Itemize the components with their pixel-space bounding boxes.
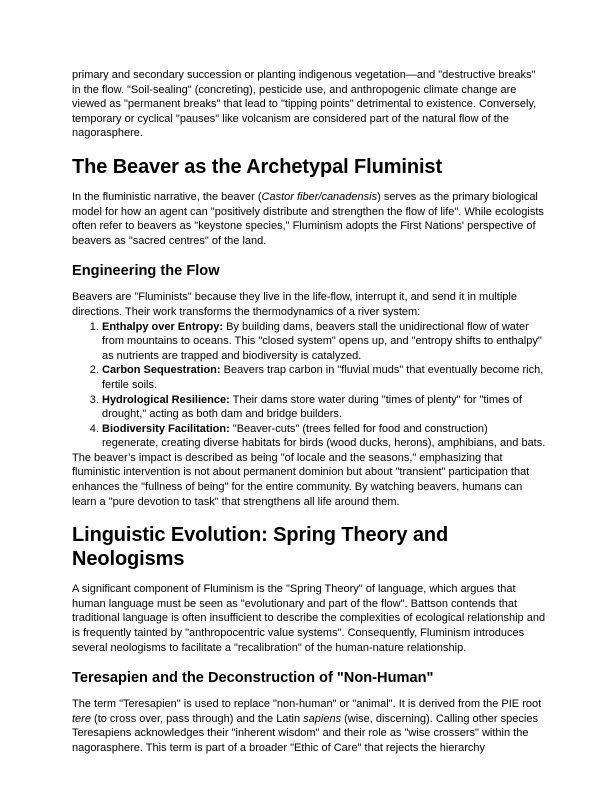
text-span: (wise, discerning). Calling other species Teresapiens acknowledges their "inherent wisdom" and their role as "wise crossers" within the nagorasphere. This term is part of a broader "Ethic of Care" that rejects the hierarchy: [72, 712, 538, 754]
species-name: Castor fiber/canadensis: [261, 190, 378, 203]
list-item-term: Biodiversity Facilitation:: [102, 422, 230, 435]
list-item-text: Beavers trap carbon in "fluvial muds" that eventually become rich, fertile soils.: [102, 364, 544, 391]
text-span: (to cross over, pass through) and the Latin: [90, 712, 304, 725]
beaver-effects-list: [72, 320, 546, 451]
list-item: [102, 320, 546, 364]
heading-engineering-the-flow: Engineering the Flow: [72, 263, 220, 280]
spring-theory-paragraph: A significant component of Fluminism is the "Spring Theory" of language, which argues that human language must be seen as "evolutionary and part of the flow". Battson contends that traditional language is often insufficient to describe the complexities of ecological relationship and is frequently tainted by "anthropocentric value systems". Consequently, Fluminism introduces several neologisms to facilitate a "recalibration" of the human-nature relationship.: [72, 583, 546, 654]
list-item: [102, 393, 546, 422]
list-item-term: Enthalpy over Entropy:: [102, 320, 224, 333]
text-span: The term "Teresapien" is used to replace "non-human" or "animal". It is derived from the PIE root: [72, 698, 542, 711]
beaver-intro-paragraph: [72, 190, 546, 248]
list-item-term: Carbon Sequestration:: [102, 364, 221, 377]
heading-linguistic-evolution: Linguistic Evolution: Spring Theory and Neologisms: [72, 524, 449, 571]
beaver-closing-paragraph: The beaver’s impact is described as being "of locale and the seasons," emphasizing that fluministic intervention is not about permanent dominion but about "transient" participation that enhances the "fullness of being" for the entire community. By watching beavers, humans can learn a "pure devotion to task" that strengthens all life around them.: [72, 451, 530, 508]
list-item: [102, 422, 546, 451]
list-item-text: Their dams store water during "times of plenty" for "times of drought," acting as both dam and bridge builders.: [102, 393, 522, 421]
list-item-text: By building dams, beavers stall the unidirectional flow of water from mountains to oceans. This "closed system" opens up, and "entropy shifts to enthalpy" as nutrients are trapped and biodiversity is catalyzed.: [102, 320, 542, 362]
document-page: [72, 68, 546, 756]
engineering-intro-paragraph: Beavers are "Fluminists" because they live in the life-flow, interrupt it, and send it in multiple directions. Their work transforms the thermodynamics of a river system:: [72, 291, 517, 318]
etymology-term: sapiens: [303, 712, 342, 725]
text-span: In the fluministic narrative, the beaver (: [72, 190, 262, 203]
list-item-text: "Beaver-cuts" (trees felled for food and construction) regenerate, creating diverse habitats for birds (wood ducks, herons), amphibians, and bats.: [102, 422, 546, 450]
list-item-term: Hydrological Resilience:: [102, 393, 230, 406]
etymology-term: tere: [72, 712, 91, 725]
heading-beaver-archetypal-fluminist: The Beaver as the Archetypal Fluminist: [72, 155, 443, 178]
intro-paragraph: primary and secondary succession or planting indigenous vegetation—and "destructive breaks" in the flow. "Soil-sealing" (concreting), pesticide use, and anthropogenic climate change are viewed as "permanent breaks" that lead to "tipping points" detrimental to existence. Conversely, temporary or cyclical "pauses" like volcanism are considered part of the natural flow of the nagorasphere.: [72, 69, 537, 140]
heading-teresapien: Teresapien and the Deconstruction of "Non-Human": [72, 670, 434, 687]
text-span: ) serves as the primary biological model for how an agent can "positively distribute and strengthen the flow of life". While ecologists often refer to beavers as "keystone species," Fluminism adopts the First Nations' perspective of beavers as "sacred centres" of the land.: [72, 190, 544, 247]
teresapien-paragraph: [72, 697, 546, 755]
list-item: [102, 363, 546, 392]
